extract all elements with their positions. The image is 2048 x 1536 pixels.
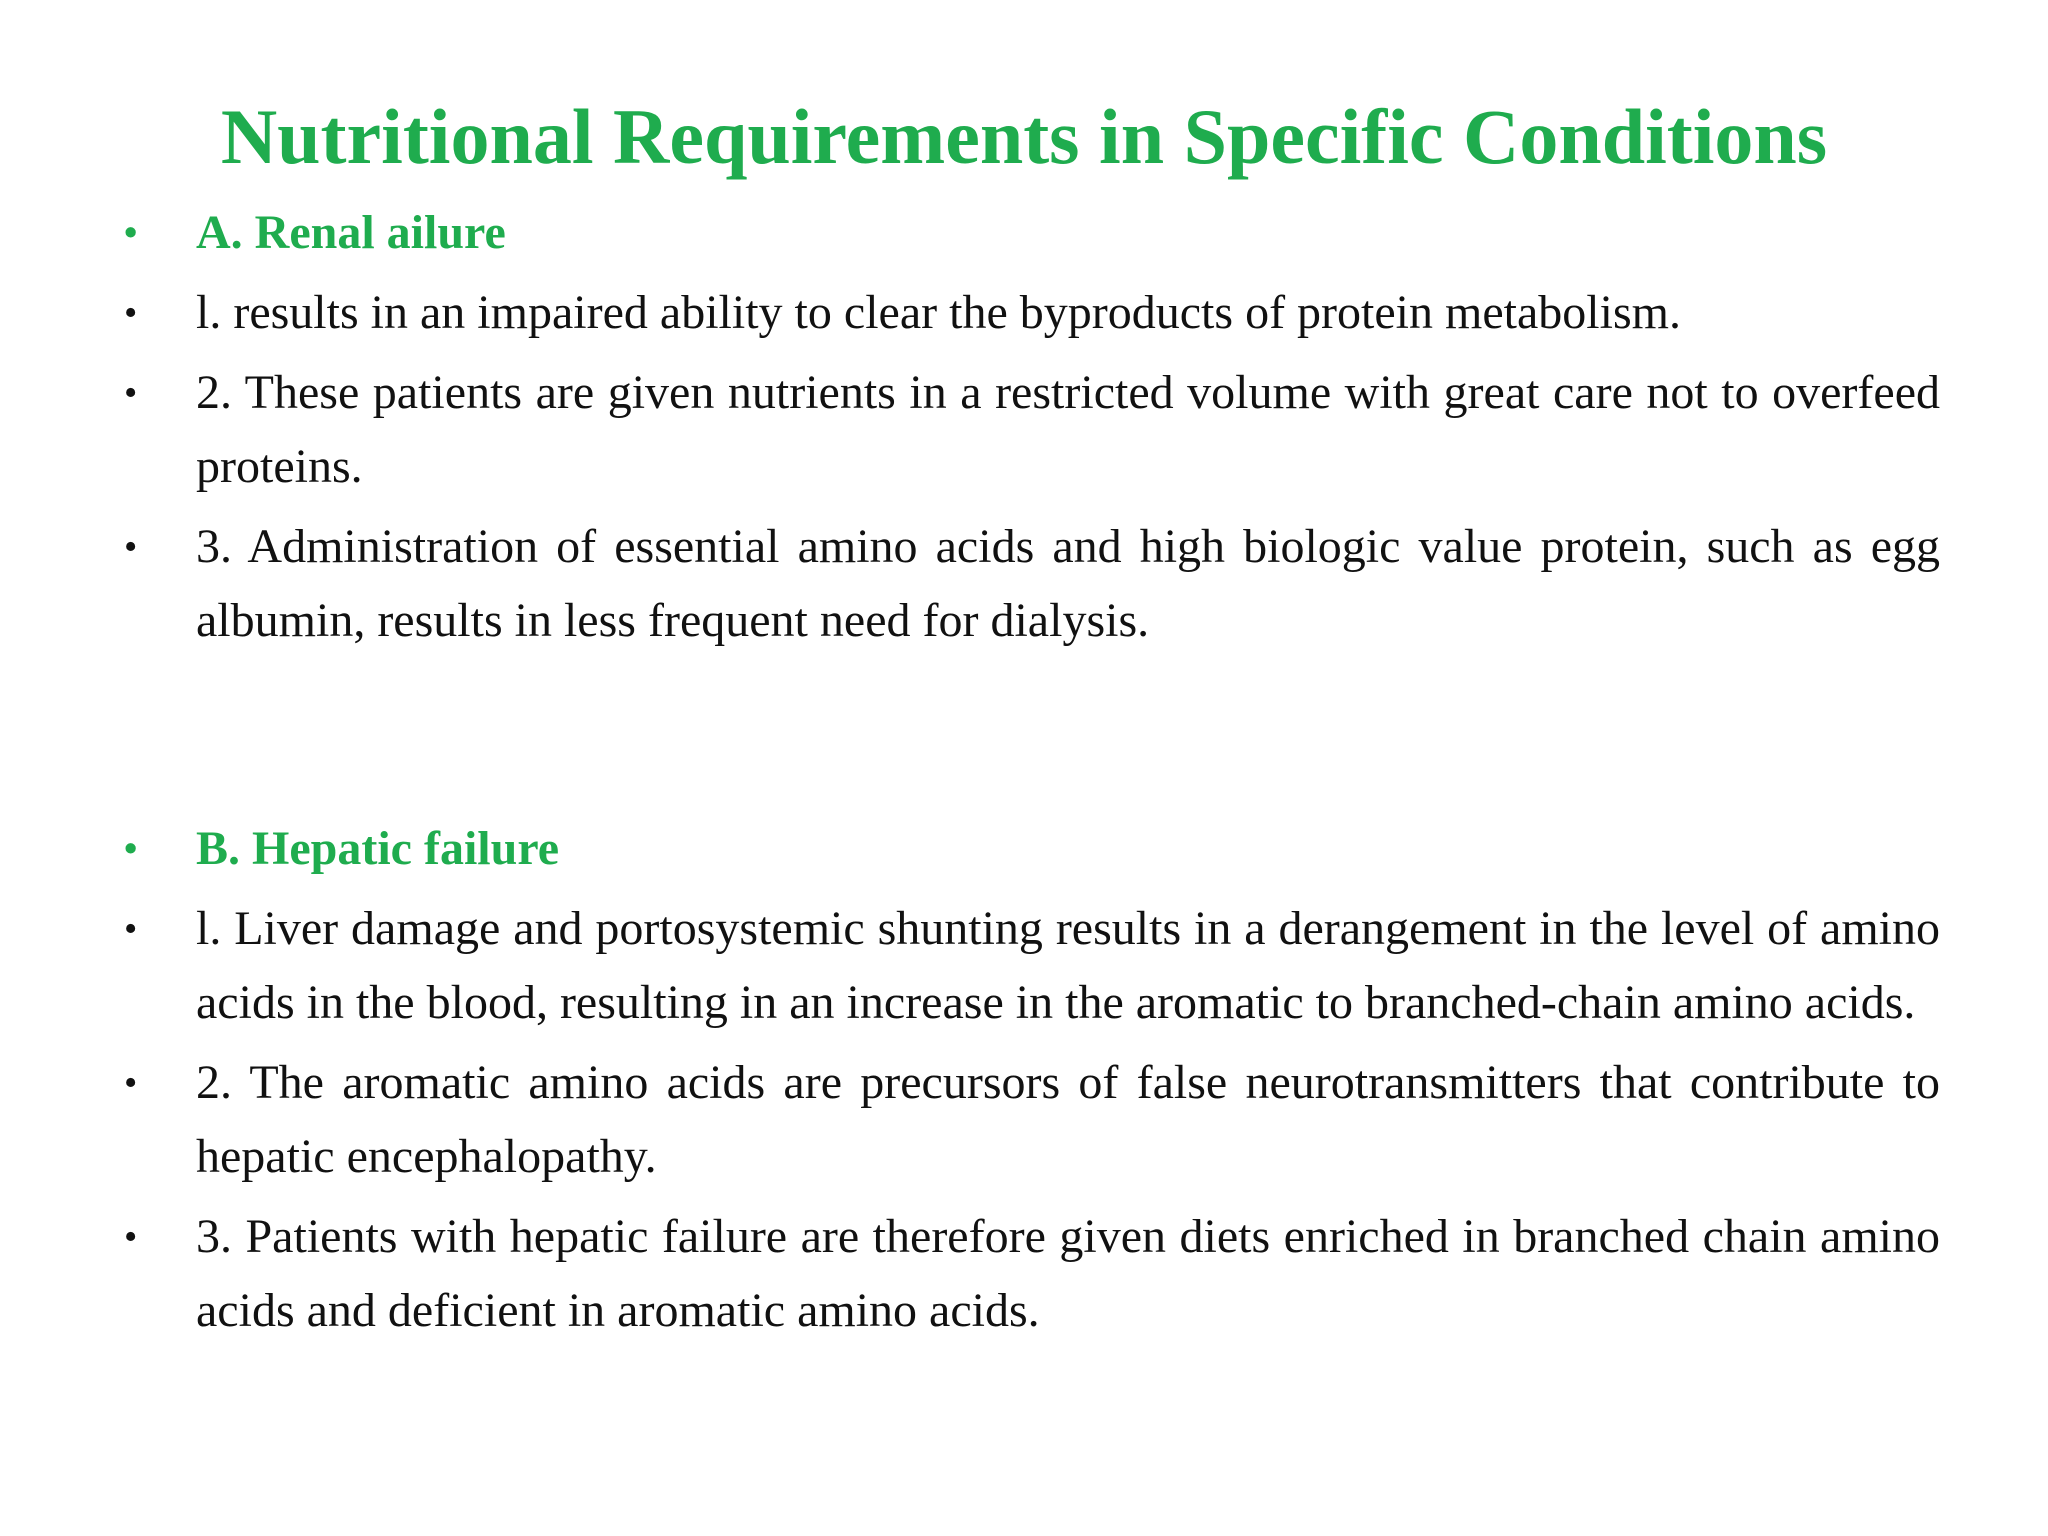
section-b-item-2 <box>120 1046 1940 1194</box>
section-a-item-2-text: 2. These patients are given nutrients in a restricted volume with great care not to overfeed proteins. <box>196 366 1940 493</box>
bullet-icon: • <box>124 526 138 568</box>
section-b-item-1 <box>120 892 1940 1040</box>
bullet-icon: • <box>124 372 138 414</box>
section-b-item-2-text: 2. The aromatic amino acids are precursors of false neurotransmitters that contribute to hepatic encephalopathy. <box>196 1056 1940 1183</box>
section-b-item-3-text: 3. Patients with hepatic failure are therefore given diets enriched in branched chain amino acids and deficient in aromatic amino acids. <box>196 1210 1940 1337</box>
section-spacer <box>120 664 1940 812</box>
section-b-heading-text: B. Hepatic failure <box>196 822 560 875</box>
bullet-icon: • <box>124 292 138 334</box>
slide-title: Nutritional Requirements in Specific Conditions <box>220 93 1828 180</box>
bullet-icon: • <box>124 908 138 950</box>
bullet-icon: • <box>124 1216 138 1258</box>
section-a-item-1 <box>120 276 1940 350</box>
section-a-heading <box>120 196 1940 270</box>
section-a-item-1-text: l. results in an impaired ability to clear the byproducts of protein metabolism. <box>196 286 1681 339</box>
section-b-item-3 <box>120 1200 1940 1348</box>
bullet-list <box>120 196 1940 1354</box>
bullet-icon: • <box>124 212 138 254</box>
section-a-item-2 <box>120 356 1940 504</box>
section-b-heading <box>120 812 1940 886</box>
section-b-item-1-text: l. Liver damage and portosystemic shunting results in a derangement in the level of amino acids in the blood, resulting in an increase in the aromatic to branched-chain amino acids. <box>196 902 1940 1029</box>
section-a-item-3-text: 3. Administration of essential amino acids and high biologic value protein, such as egg albumin, results in less frequent need for dialysis. <box>196 520 1940 647</box>
section-a-heading-text: A. Renal ailure <box>196 206 506 259</box>
bullet-icon: • <box>124 828 138 870</box>
bullet-icon: • <box>124 1062 138 1104</box>
section-a-item-3 <box>120 510 1940 658</box>
